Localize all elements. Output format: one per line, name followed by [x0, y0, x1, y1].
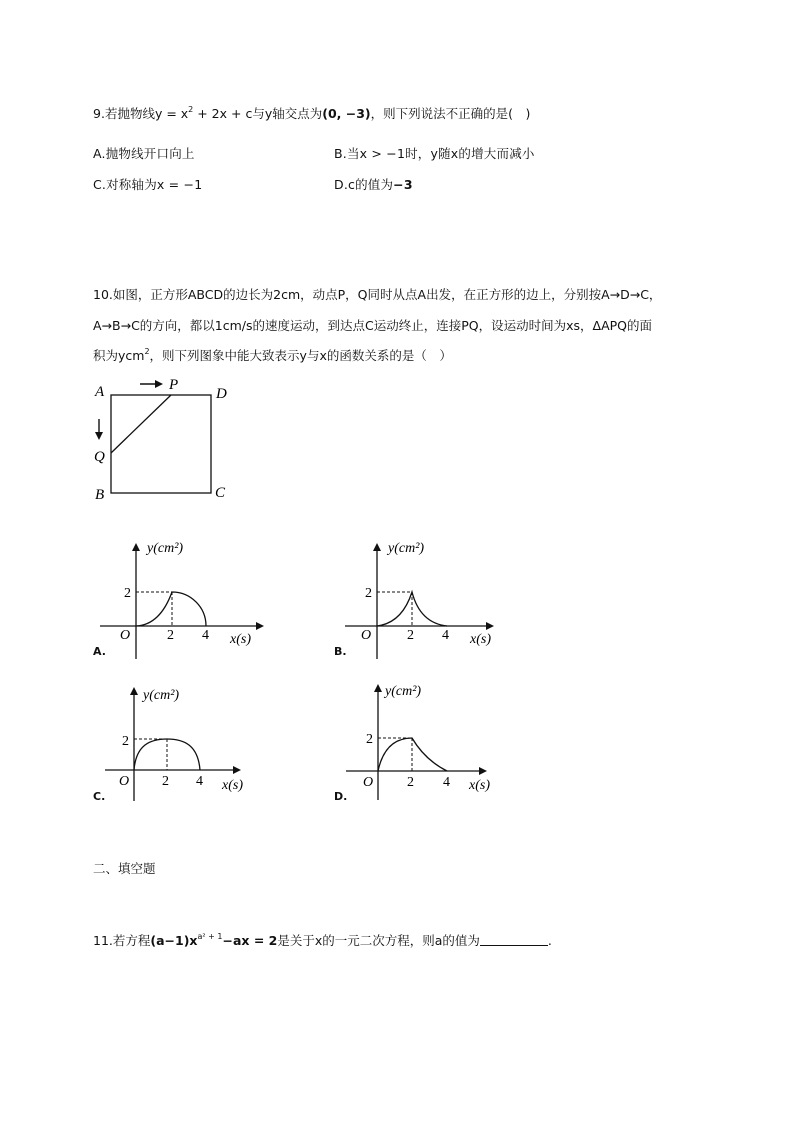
q9-stem [93, 104, 530, 122]
q9-option-c-pre: C.对称轴为 [93, 177, 157, 192]
x-tick-2: 2 [407, 775, 414, 790]
square-figure [88, 372, 238, 507]
q11-exponent: a² + 1 [197, 931, 223, 941]
segment-pq [111, 395, 171, 453]
x-axis-label: x(s) [230, 632, 251, 647]
x-axis-arrow-icon [479, 767, 487, 775]
q10-line-1: 10.如图，正方形ABCD的边长为2cm，动点P，Q同时从点A出发，在正方形的边上，分别按A→D→C， [93, 287, 662, 302]
x-axis-arrow-icon [486, 622, 494, 630]
origin-label: O [363, 775, 374, 790]
q9-point: (0, −3) [322, 106, 371, 121]
q9-option-b [334, 144, 535, 162]
q11-stem [93, 931, 552, 949]
y-axis-arrow-icon [373, 543, 381, 551]
y-axis-arrow-icon [132, 543, 140, 551]
graph-option-c: C. [93, 790, 106, 803]
x-tick-4: 4 [202, 628, 209, 643]
x-tick-2: 2 [167, 628, 174, 643]
answer-blank[interactable] [480, 933, 548, 946]
label-a: A [95, 384, 105, 400]
q9-option-a: A.抛物线开口向上 [93, 146, 195, 161]
origin-label: O [119, 774, 130, 789]
y-axis-label: y(cm²) [388, 541, 425, 556]
q9-equation: y = x [154, 106, 189, 121]
q10-line-3-exp: 2 [144, 346, 150, 356]
q9-option-d-pre: D.c的值为 [334, 177, 394, 192]
label-p: P [169, 377, 179, 393]
x-tick-4: 4 [196, 774, 203, 789]
q10-line-3-post: ，则下列图象中能大致表示y与x的函数关系的是（ ） [149, 348, 452, 363]
q9-text-post: ，则下列说法不正确的是( ) [370, 106, 531, 121]
x-axis-arrow-icon [233, 766, 241, 774]
arrow-right-icon [155, 380, 163, 388]
x-axis-label: x(s) [470, 632, 491, 647]
y-axis-label: y(cm²) [143, 688, 180, 703]
q9-option-d [334, 175, 413, 193]
q11-text-pre: 11.若方程 [93, 933, 151, 948]
graph-option-a: A. [93, 645, 106, 658]
q9-option-b-post: 时，y随x的增大而减小 [405, 146, 535, 161]
label-q: Q [94, 449, 105, 465]
square-abcd [111, 395, 211, 493]
q11-expression-rest: −ax = 2 [222, 933, 278, 948]
y-tick-2: 2 [122, 734, 129, 749]
x-tick-4: 4 [442, 628, 449, 643]
graph-a [95, 535, 270, 660]
y-tick-2: 2 [366, 732, 373, 747]
q9-exponent: 2 [188, 104, 194, 114]
q9-number: 9. [93, 106, 105, 121]
q9-option-c [93, 175, 202, 193]
x-axis-label: x(s) [222, 778, 243, 793]
q9-text-mid: 与y轴交点为 [252, 106, 323, 121]
y-axis-arrow-icon [130, 687, 138, 695]
q9-option-d-math: −3 [393, 177, 413, 192]
x-axis-label: x(s) [469, 778, 490, 793]
q11-text-post: 是关于x的一元二次方程，则a的值为 [277, 933, 480, 948]
graph-b [340, 535, 515, 660]
q11-end: . [547, 933, 552, 948]
q9-option-b-math: x > −1 [359, 146, 406, 161]
q9-option-c-math: x = −1 [156, 177, 203, 192]
q9-text: 若抛物线 [104, 106, 155, 121]
origin-label: O [361, 628, 372, 643]
x-tick-2: 2 [162, 774, 169, 789]
section-title: 二、填空题 [93, 861, 156, 876]
x-tick-4: 4 [443, 775, 450, 790]
q10-line-3 [93, 346, 452, 364]
label-c: C [215, 485, 226, 501]
label-b: B [95, 487, 105, 503]
q9-option-b-pre: B.当 [334, 146, 360, 161]
graph-option-d: D. [334, 790, 348, 803]
y-axis-arrow-icon [374, 684, 382, 692]
x-tick-2: 2 [407, 628, 414, 643]
origin-label: O [120, 628, 131, 643]
y-axis-label: y(cm²) [147, 541, 184, 556]
q10-line-2: A→B→C的方向，都以1cm/s的速度运动，到达点C运动终止，连接PQ，设运动时间为xs，ΔAPQ的面 [93, 318, 653, 333]
graph-c [100, 683, 275, 808]
q9-equation-rest: + 2x + c [193, 106, 253, 121]
q10-line-3-pre: 积为ycm [93, 348, 145, 363]
x-axis-arrow-icon [256, 622, 264, 630]
graph-option-b: B. [334, 645, 347, 658]
curve [136, 592, 206, 626]
graph-d [343, 680, 518, 805]
y-tick-2: 2 [365, 586, 372, 601]
y-tick-2: 2 [124, 586, 131, 601]
label-d: D [216, 386, 227, 402]
q11-expression: (a−1)x [150, 933, 198, 948]
arrow-down-icon [95, 432, 103, 440]
y-axis-label: y(cm²) [385, 684, 422, 699]
